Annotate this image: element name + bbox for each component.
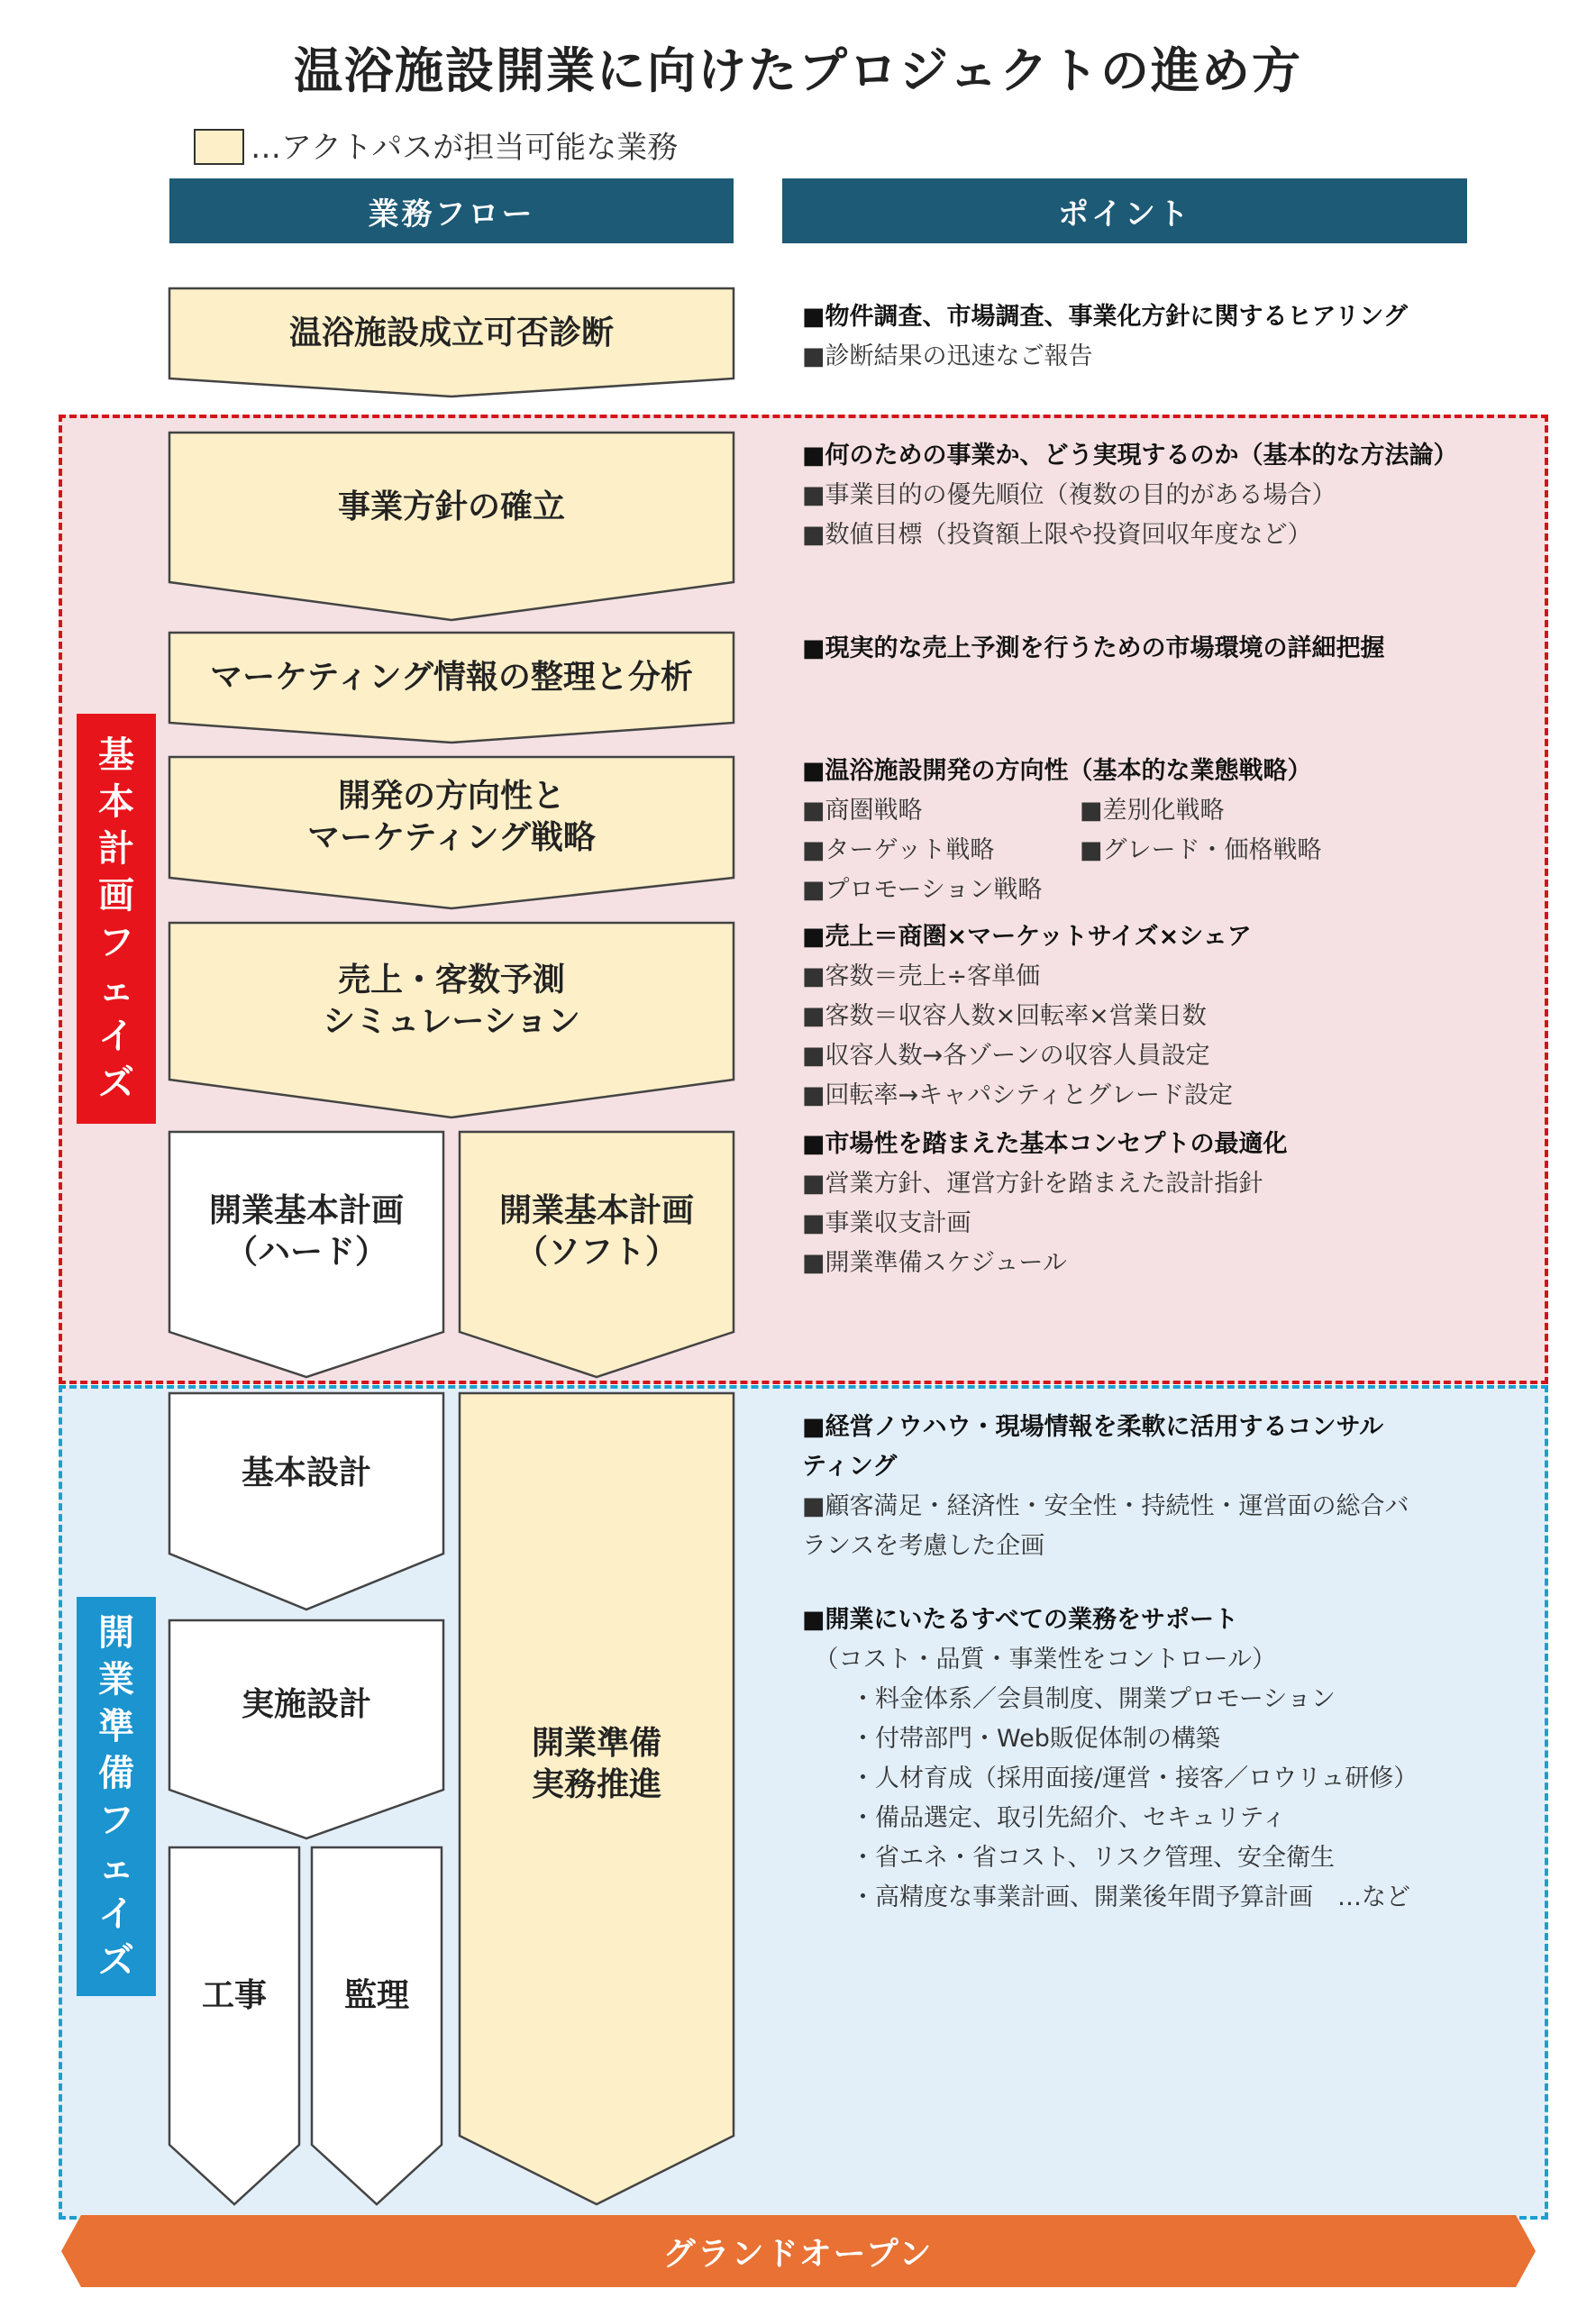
point-line: ■経営ノウハウ・現場情報を柔軟に活用するコンサル xyxy=(802,1413,1384,1441)
point-line: ■温浴施設開発の方向性（基本的な業態戦略） xyxy=(802,757,1312,785)
point-line: ■診断結果の迅速なご報告 xyxy=(802,342,1093,370)
plan-soft-label: 開業基本計画 （ソフト） xyxy=(498,1192,694,1271)
opening-prep-label: 開業準備 実務推進 xyxy=(531,1725,661,1803)
points-header: ポイント xyxy=(782,178,1467,243)
point-line: ・料金体系／会員制度、開業プロモーション xyxy=(802,1685,1336,1713)
page-title: 温浴施設開業に向けたプロジェクトの進め方 xyxy=(294,42,1302,99)
strategy-points-right xyxy=(1080,791,1322,871)
support-points xyxy=(802,1600,1418,1918)
policy-label: 事業方針の確立 xyxy=(337,488,565,525)
plan-hard-label: 開業基本計画 （ハード） xyxy=(208,1192,404,1271)
point-line: ■事業収支計画 xyxy=(802,1209,971,1237)
flow-header: 業務フロー xyxy=(169,178,734,243)
point-line: ■数値目標（投資額上限や投資回収年度など） xyxy=(802,521,1312,549)
point-line: ランスを考慮した企画 xyxy=(802,1532,1045,1560)
point-line: （コスト・品質・事業性をコントロール） xyxy=(802,1646,1276,1673)
point-line: ・高精度な事業計画、開業後年間予算計画 …など xyxy=(802,1883,1410,1911)
construction-label: 工事 xyxy=(201,1977,267,2014)
detail-design-label: 実施設計 xyxy=(241,1686,371,1723)
point-line: ■グレード・価格戦略 xyxy=(1080,836,1322,864)
forecast-label: 売上・客数予測 シミュレーション xyxy=(323,962,580,1040)
prep-phase-label: 開業準備フェイズ xyxy=(77,1597,156,1996)
point-line: ■売上＝商圏×マーケットサイズ×シェア xyxy=(802,923,1252,951)
basic-phase-label: 基本計画フェイズ xyxy=(77,714,156,1124)
point-line: ■物件調査、市場調査、事業化方針に関するヒアリング xyxy=(802,303,1408,331)
point-line: ■顧客満足・経済性・安全性・持続性・運営面の総合バ xyxy=(802,1492,1409,1520)
supervision-label: 監理 xyxy=(343,1977,409,2014)
point-line: ■営業方針、運営方針を踏まえた設計指針 xyxy=(802,1170,1263,1198)
point-line: ■収容人数→各ゾーンの収容人員設定 xyxy=(802,1042,1210,1070)
design-points xyxy=(802,1408,1409,1566)
grand-open-label: グランドオープン xyxy=(662,2235,934,2273)
point-line: ■開業準備スケジュール xyxy=(802,1249,1067,1277)
policy-points xyxy=(802,436,1458,555)
point-line: ・人材育成（採用面接/運営・接客／ロウリュ研修） xyxy=(802,1764,1418,1792)
point-line: ・省エネ・省コスト、リスク管理、安全衛生 xyxy=(802,1844,1336,1872)
strategy-label: 開発の方向性と マーケティング戦略 xyxy=(307,778,596,856)
point-line: ■ターゲット戦略 xyxy=(802,836,995,864)
point-line: ・付帯部門・Web販促体制の構築 xyxy=(802,1725,1220,1753)
point-line: ■回転率→キャパシティとグレード設定 xyxy=(802,1081,1233,1109)
point-line: ティング xyxy=(802,1453,898,1481)
marketing-info-label: マーケティング情報の整理と分析 xyxy=(210,659,693,696)
forecast-points xyxy=(802,917,1252,1116)
point-line: ■客数＝売上÷客単価 xyxy=(802,962,1041,990)
point-line: ■市場性を踏まえた基本コンセプトの最適化 xyxy=(802,1130,1288,1158)
point-line: ■差別化戦略 xyxy=(1080,797,1225,825)
point-line: ■何のための事業か、どう実現するのか（基本的な方法論） xyxy=(802,442,1458,470)
point-line: ■客数＝収容人数×回転率×営業日数 xyxy=(802,1002,1207,1030)
basic-design-label: 基本設計 xyxy=(241,1454,371,1491)
point-line: ・備品選定、取引先紹介、セキュリティ xyxy=(802,1804,1287,1832)
diagnosis-points xyxy=(802,297,1408,377)
point-line: ■事業目的の優先順位（複数の目的がある場合） xyxy=(802,481,1336,509)
legend-text: …アクトパスが担当可能な業務 xyxy=(251,130,679,166)
point-line: ■現実的な売上予測を行うための市場環境の詳細把握 xyxy=(802,634,1385,662)
marketing-info-points xyxy=(802,629,1385,669)
point-line: ■開業にいたるすべての業務をサポート xyxy=(802,1606,1238,1634)
point-line: ■商圏戦略 xyxy=(802,797,923,825)
diagnosis-label: 温浴施設成立可否診断 xyxy=(288,315,614,351)
point-line: ■プロモーション戦略 xyxy=(802,876,1043,904)
plan-points xyxy=(802,1125,1288,1283)
